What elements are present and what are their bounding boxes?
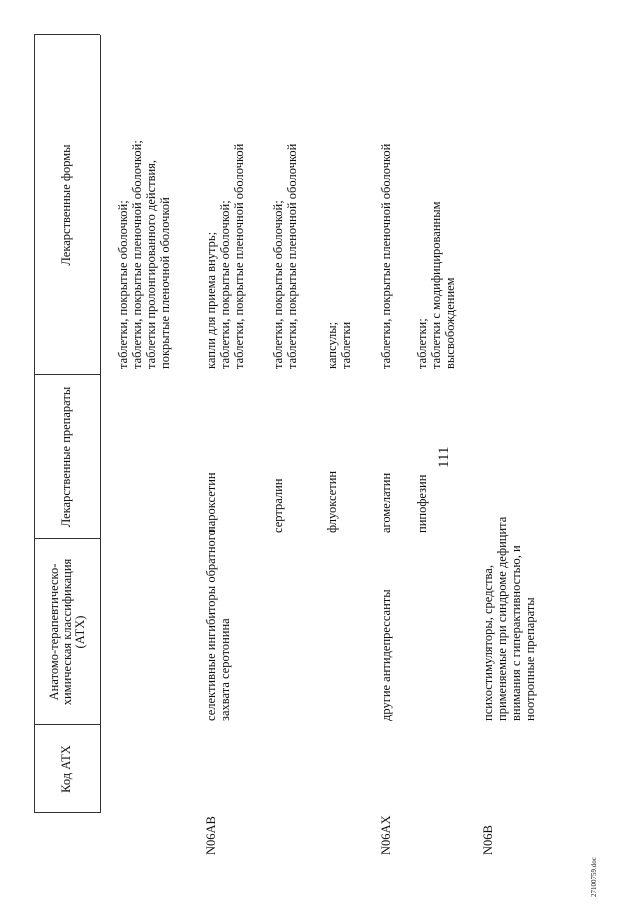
forms-line: таблетки пролонгированного действия, <box>144 159 158 369</box>
drug-name: сертралин <box>271 478 285 533</box>
atc-classification-line: внимания с гиперактивностью, и <box>509 545 523 721</box>
atc-classification-line: применяемые при синдроме дефицита <box>495 516 509 721</box>
drug-name: флуоксетин <box>325 470 339 533</box>
forms-line: таблетки, покрытые оболочкой; <box>116 200 130 369</box>
atc-classification-line: другие антидепрессанты <box>379 589 393 721</box>
atc-code: N06AX <box>379 815 393 855</box>
forms-line: таблетки, покрытые пленочной оболочкой <box>232 143 246 369</box>
atc-classification-line: захвата серотонина <box>218 618 232 721</box>
header-drugs: Лекарственные препараты <box>59 386 73 528</box>
header-atc-code: Код АТХ <box>59 745 73 793</box>
forms-line: таблетки, покрытые пленочной оболочкой <box>379 143 393 369</box>
forms-line: таблетки, покрытые оболочкой; <box>218 200 232 369</box>
page-number: 111 <box>436 446 452 468</box>
atc-classification-line: ноотропные препараты <box>523 597 537 721</box>
forms-line: таблетки, покрытые пленочной оболочкой <box>285 143 299 369</box>
forms-line: капли для приема внутрь; <box>204 231 218 369</box>
drug-name: пароксетин <box>204 472 218 533</box>
table-top-rule <box>34 35 35 813</box>
atc-code: N06B <box>481 825 495 855</box>
forms-line: таблетки с модифицированным <box>429 201 443 369</box>
drug-name: агомелатин <box>379 472 393 533</box>
atc-classification-line: селективные ингибиторы обратного <box>204 529 218 721</box>
drug-name: пипофезин <box>415 474 429 533</box>
forms-line: таблетки, покрытые оболочкой; <box>271 200 285 369</box>
header-dosage-forms: Лекарственные формы <box>59 144 73 266</box>
forms-line: покрытые пленочной оболочкой <box>158 197 172 369</box>
document-id: 27100759.doc <box>590 857 598 897</box>
atc-classification-line: психостимуляторы, средства, <box>481 565 495 721</box>
table-header-rule <box>100 35 101 813</box>
forms-line: таблетки; <box>415 318 429 369</box>
forms-line: высвобождением <box>443 277 457 369</box>
forms-line: таблетки, покрытые пленочной оболочкой; <box>130 140 144 369</box>
header-atc-classification: Анатомо-терапевтическо-химическая классификация (АТХ) <box>47 558 87 706</box>
forms-line: капсулы; <box>325 321 339 369</box>
forms-line: таблетки <box>339 321 353 369</box>
atc-code: N06AB <box>204 816 218 855</box>
